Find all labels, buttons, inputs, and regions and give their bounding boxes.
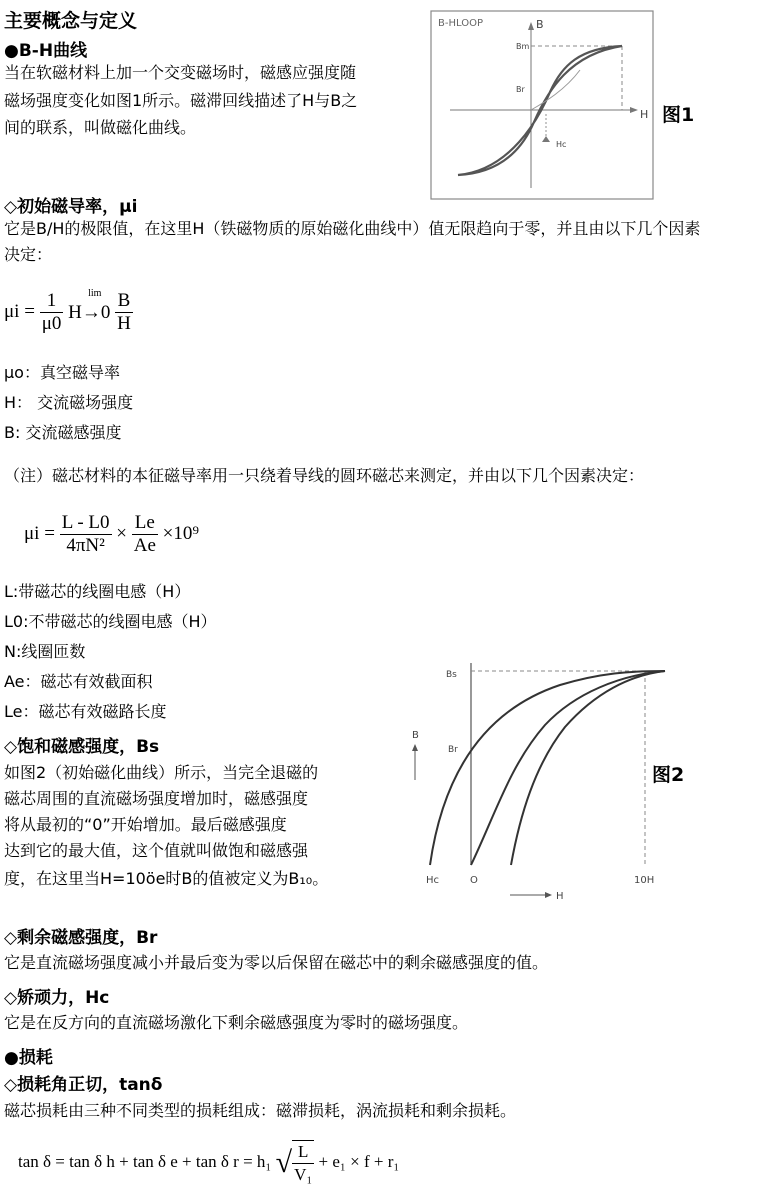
svg-text:Bm: Bm bbox=[516, 42, 530, 51]
svg-text:B-HLOOP: B-HLOOP bbox=[438, 18, 483, 29]
mui-def-b: B: 交流磁感强度 bbox=[4, 423, 122, 442]
bs-line-4: 达到它的最大值，这个值就叫做饱和磁感强 bbox=[4, 841, 309, 860]
fig2-label: 图2 bbox=[652, 764, 685, 786]
svg-text:Br: Br bbox=[516, 85, 525, 94]
mui-formula: μi = $\frac{1}{\mu 0}$ lim H→0 $\frac{B}{H}$ bbox=[4, 287, 131, 334]
mui-def-h: H： 交流磁场强度 bbox=[4, 393, 134, 412]
bs-line-5: 度，在这里当H=10öe时B的值被定义为B₁₀。 bbox=[4, 869, 329, 888]
loss-text: 磁芯损耗由三种不同类型的损耗组成：磁滞损耗，涡流损耗和剩余损耗。 bbox=[4, 1101, 517, 1120]
svg-text:Hc: Hc bbox=[426, 875, 440, 886]
bh-line-3: 间的联系，叫做磁化曲线。 bbox=[4, 118, 197, 137]
bs-line-1: 如图2（初始磁化曲线）所示，当完全退磁的 bbox=[4, 763, 319, 782]
mui-line-1: 它是B/H的极限值，在这里H（铁磁物质的原始磁化曲线中）值无限趋向于零，并且由以下几个因素 bbox=[4, 219, 701, 238]
tan-delta-formula: tan δ = tan δ h + tan δ e + tan δ r = h₁ √ $\frac{L}{\text{V₁}}$ + e₁ × f + r₁ bbox=[18, 1142, 400, 1184]
svg-text:Hc: Hc bbox=[556, 140, 567, 149]
note-def-ae: Ae：磁芯有效截面积 bbox=[4, 672, 153, 691]
bh-line-1: 当在软磁材料上加一个交变磁场时，磁感应强度随 bbox=[4, 63, 357, 82]
svg-text:B: B bbox=[412, 730, 419, 741]
note-def-l0: L0:不带磁芯的线圈电感（H） bbox=[4, 612, 217, 631]
br-text: 它是直流磁场强度减小并最后变为零以后保留在磁芯中的剩余磁感强度的值。 bbox=[4, 953, 549, 972]
bh-loop-figure bbox=[430, 10, 655, 200]
magnetization-curve-figure bbox=[400, 655, 690, 905]
svg-text:H: H bbox=[640, 108, 649, 121]
hc-heading: ◇矫顽力，Hc bbox=[4, 988, 110, 1008]
note-formula: μi = $\frac{L - L0}{\text{4πN²}}$ × $\frac{Le}{Ae}$ ×10⁹ bbox=[24, 512, 199, 556]
bh-heading: ●B-H曲线 bbox=[4, 41, 88, 61]
page-title: 主要概念与定义 bbox=[4, 10, 138, 32]
bs-line-3: 将从最初的“0”开始增加。最后磁感强度 bbox=[4, 815, 287, 834]
bs-line-2: 磁芯周围的直流磁场强度增加时，磁感强度 bbox=[4, 789, 309, 808]
note-def-l: L:带磁芯的线圈电感（H） bbox=[4, 582, 191, 601]
mui-line-2: 决定： bbox=[4, 245, 53, 264]
tan-delta-heading: ◇损耗角正切，tanδ bbox=[4, 1075, 163, 1095]
svg-text:Br: Br bbox=[448, 745, 458, 755]
svg-text:H: H bbox=[556, 891, 564, 902]
mui-def-mu0: μo：真空磁导率 bbox=[4, 363, 120, 382]
svg-text:O: O bbox=[470, 875, 478, 886]
mui-heading: ◇初始磁导率，μi bbox=[4, 197, 138, 217]
fig1-label: 图1 bbox=[662, 104, 695, 126]
bs-heading: ◇饱和磁感强度，Bs bbox=[4, 737, 160, 757]
note-def-le: Le：磁芯有效磁路长度 bbox=[4, 702, 167, 721]
loss-heading: ●损耗 bbox=[4, 1048, 53, 1068]
note-def-n: N:线圈匝数 bbox=[4, 642, 86, 661]
note-text: （注）磁芯材料的本征磁导率用一只绕着导线的圆环磁芯来测定，并由以下几个因素决定： bbox=[4, 466, 645, 485]
svg-text:10H: 10H bbox=[634, 875, 655, 886]
svg-text:B: B bbox=[536, 18, 544, 31]
br-heading: ◇剩余磁感强度，Br bbox=[4, 928, 158, 948]
svg-text:Bs: Bs bbox=[446, 670, 457, 680]
bh-line-2: 磁场强度变化如图1所示。磁滞回线描述了H与B之 bbox=[4, 91, 358, 110]
hc-text: 它是在反方向的直流磁场激化下剩余磁感强度为零时的磁场强度。 bbox=[4, 1013, 469, 1032]
